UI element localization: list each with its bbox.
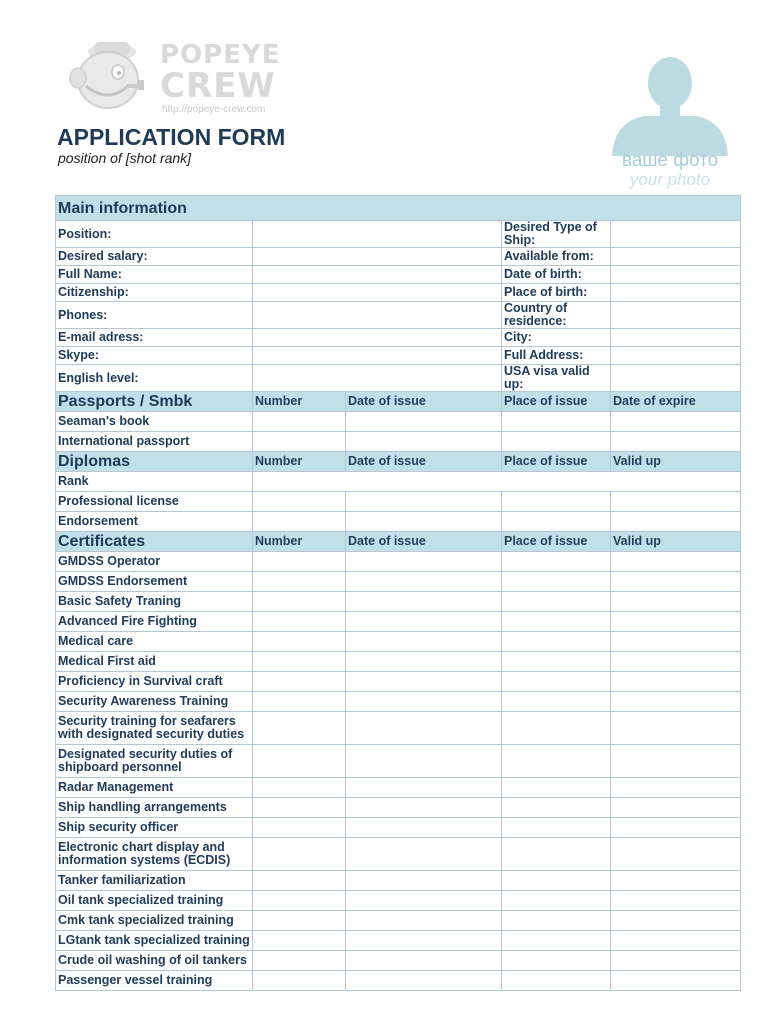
row-label: Electronic chart display and information systems (ECDIS) <box>56 838 253 871</box>
row-value[interactable] <box>611 592 741 612</box>
row-label: Crude oil washing of oil tankers <box>56 951 253 971</box>
person-silhouette-icon <box>604 56 736 156</box>
table-row <box>56 931 741 951</box>
row-value[interactable] <box>502 911 611 931</box>
field-value[interactable] <box>611 221 741 248</box>
field-label: Country of residence: <box>502 302 611 329</box>
row-value[interactable] <box>611 971 741 991</box>
row-label: Oil tank specialized training <box>56 891 253 911</box>
row-value[interactable] <box>611 712 741 745</box>
field-value[interactable] <box>611 329 741 347</box>
row-value[interactable] <box>253 612 346 632</box>
row-value[interactable] <box>346 512 502 532</box>
row-value[interactable] <box>253 745 346 778</box>
row-value[interactable] <box>253 672 346 692</box>
row-value[interactable] <box>346 712 502 745</box>
row-label: Security Awareness Training <box>56 692 253 712</box>
page-subtitle: position of [shot rank] <box>58 150 192 166</box>
row-value[interactable] <box>502 512 611 532</box>
table-row <box>56 592 741 612</box>
logo-word-popeye: POPEYE <box>160 40 281 70</box>
row-value[interactable] <box>253 971 346 991</box>
row-value[interactable] <box>346 432 502 452</box>
row-value[interactable] <box>253 492 346 512</box>
column-header: Date of expire <box>611 392 741 412</box>
column-header: Number <box>253 452 346 472</box>
row-label: Seaman's book <box>56 412 253 432</box>
row-value[interactable] <box>502 745 611 778</box>
field-value[interactable] <box>253 266 502 284</box>
row-value[interactable] <box>253 412 346 432</box>
table-row <box>56 911 741 931</box>
row-value[interactable] <box>346 692 502 712</box>
row-value[interactable] <box>502 612 611 632</box>
row-value[interactable] <box>611 838 741 871</box>
field-label: Desired Type of Ship: <box>502 221 611 248</box>
row-value[interactable] <box>502 891 611 911</box>
field-label: Full Name: <box>56 266 253 284</box>
row-label: Tanker familiarization <box>56 871 253 891</box>
field-label: English level: <box>56 365 253 392</box>
diplomas-header <box>56 452 741 472</box>
row-value[interactable] <box>502 971 611 991</box>
table-row <box>56 492 741 512</box>
table-row <box>56 891 741 911</box>
table-row <box>56 692 741 712</box>
field-value[interactable] <box>611 347 741 365</box>
main-info-row <box>56 365 741 392</box>
field-label: Citizenship: <box>56 284 253 302</box>
row-value[interactable] <box>253 712 346 745</box>
main-info-row <box>56 221 741 248</box>
row-value[interactable] <box>502 432 611 452</box>
page-title: APPLICATION FORM <box>57 124 286 150</box>
field-label: E-mail adress: <box>56 329 253 347</box>
row-value[interactable] <box>611 552 741 572</box>
field-value[interactable] <box>611 248 741 266</box>
column-header: Number <box>253 392 346 412</box>
row-value[interactable] <box>502 712 611 745</box>
row-value[interactable] <box>611 432 741 452</box>
row-value[interactable] <box>611 745 741 778</box>
row-value[interactable] <box>253 552 346 572</box>
field-value[interactable] <box>253 347 502 365</box>
section-title: Certificates <box>56 532 253 552</box>
row-label: Advanced Fire Fighting <box>56 612 253 632</box>
row-value[interactable] <box>611 672 741 692</box>
table-row <box>56 712 741 745</box>
main-info-row <box>56 248 741 266</box>
row-label: Proficiency in Survival craft <box>56 672 253 692</box>
row-value[interactable] <box>346 552 502 572</box>
passports-header <box>56 392 741 412</box>
row-label: Radar Management <box>56 778 253 798</box>
table-row <box>56 971 741 991</box>
field-value[interactable] <box>253 365 502 392</box>
column-header: Date of issue <box>346 532 502 552</box>
logo-word-crew: CREW <box>160 66 276 106</box>
section-title: Diplomas <box>56 452 253 472</box>
field-value[interactable] <box>253 248 502 266</box>
field-label: Place of birth: <box>502 284 611 302</box>
field-value[interactable] <box>611 266 741 284</box>
photo-placeholder[interactable] <box>604 56 736 190</box>
row-value[interactable] <box>346 778 502 798</box>
table-row <box>56 412 741 432</box>
table-row <box>56 672 741 692</box>
row-value[interactable] <box>346 652 502 672</box>
row-value[interactable] <box>502 552 611 572</box>
column-header: Number <box>253 532 346 552</box>
row-value[interactable] <box>502 931 611 951</box>
field-label: City: <box>502 329 611 347</box>
row-value[interactable] <box>502 692 611 712</box>
row-value[interactable] <box>253 432 346 452</box>
row-value[interactable] <box>611 692 741 712</box>
row-value[interactable] <box>346 412 502 432</box>
main-info-row <box>56 284 741 302</box>
row-value[interactable] <box>611 572 741 592</box>
row-value[interactable] <box>346 891 502 911</box>
row-value[interactable] <box>502 798 611 818</box>
row-value[interactable] <box>346 931 502 951</box>
row-value[interactable] <box>253 818 346 838</box>
row-value[interactable] <box>253 778 346 798</box>
table-row <box>56 838 741 871</box>
table-row <box>56 432 741 452</box>
field-value[interactable] <box>611 365 741 392</box>
main-info-header: Main information <box>56 196 741 221</box>
row-value[interactable] <box>346 971 502 991</box>
main-info-row <box>56 302 741 329</box>
main-info-row <box>56 347 741 365</box>
row-label: Medical First aid <box>56 652 253 672</box>
row-value[interactable] <box>253 592 346 612</box>
field-label: Date of birth: <box>502 266 611 284</box>
table-row <box>56 745 741 778</box>
field-label: Desired salary: <box>56 248 253 266</box>
row-value[interactable] <box>346 798 502 818</box>
field-value[interactable] <box>253 221 502 248</box>
row-value[interactable] <box>346 592 502 612</box>
row-value[interactable] <box>502 412 611 432</box>
row-label: Basic Safety Traning <box>56 592 253 612</box>
table-row <box>56 572 741 592</box>
row-value[interactable] <box>346 672 502 692</box>
row-value[interactable] <box>253 931 346 951</box>
logo-url: http://popeye-crew.com <box>162 104 266 115</box>
column-header: Valid up <box>611 532 741 552</box>
row-value[interactable] <box>611 911 741 931</box>
photo-label-en: your photo <box>629 170 711 189</box>
row-value[interactable] <box>253 951 346 971</box>
row-value[interactable] <box>502 492 611 512</box>
field-label: Phones: <box>56 302 253 329</box>
row-label: Rank <box>56 472 253 492</box>
row-value[interactable] <box>611 652 741 672</box>
column-header: Valid up <box>611 452 741 472</box>
row-label: GMDSS Endorsement <box>56 572 253 592</box>
row-value[interactable] <box>253 512 346 532</box>
row-value[interactable] <box>502 871 611 891</box>
table-row <box>56 632 741 652</box>
row-value[interactable] <box>346 951 502 971</box>
row-value[interactable] <box>502 652 611 672</box>
column-header: Place of issue <box>502 392 611 412</box>
row-value[interactable] <box>611 818 741 838</box>
row-label: Professional license <box>56 492 253 512</box>
field-label: Full Address: <box>502 347 611 365</box>
row-label: LGtank tank specialized training <box>56 931 253 951</box>
table-row <box>56 472 741 492</box>
certificates-header <box>56 532 741 552</box>
table-row <box>56 951 741 971</box>
row-value[interactable] <box>253 838 346 871</box>
field-value[interactable] <box>253 329 502 347</box>
row-value[interactable] <box>346 612 502 632</box>
column-header: Date of issue <box>346 452 502 472</box>
row-value[interactable] <box>346 745 502 778</box>
row-value[interactable] <box>253 798 346 818</box>
row-value[interactable] <box>253 911 346 931</box>
row-value[interactable] <box>611 891 741 911</box>
field-label: Position: <box>56 221 253 248</box>
section-title: Passports / Smbk <box>56 392 253 412</box>
field-label: Skype: <box>56 347 253 365</box>
main-info-row <box>56 329 741 347</box>
row-value[interactable] <box>502 951 611 971</box>
table-row <box>56 612 741 632</box>
row-label: Medical care <box>56 632 253 652</box>
row-value[interactable] <box>611 512 741 532</box>
table-row <box>56 798 741 818</box>
row-value[interactable] <box>253 652 346 672</box>
row-label: Cmk tank specialized training <box>56 911 253 931</box>
row-value[interactable] <box>611 412 741 432</box>
row-value[interactable] <box>611 492 741 512</box>
column-header: Place of issue <box>502 532 611 552</box>
table-row <box>56 778 741 798</box>
table-row <box>56 818 741 838</box>
row-value[interactable] <box>502 632 611 652</box>
row-value[interactable] <box>253 871 346 891</box>
field-label: USA visa valid up: <box>502 365 611 392</box>
row-value[interactable] <box>253 632 346 652</box>
row-value[interactable] <box>502 592 611 612</box>
row-value[interactable] <box>253 692 346 712</box>
row-value[interactable] <box>611 778 741 798</box>
row-value[interactable] <box>253 472 741 492</box>
row-value[interactable] <box>253 572 346 592</box>
row-label: Endorsement <box>56 512 253 532</box>
table-row <box>56 552 741 572</box>
row-label: Passenger vessel training <box>56 971 253 991</box>
row-value[interactable] <box>346 818 502 838</box>
row-value[interactable] <box>611 931 741 951</box>
row-value[interactable] <box>346 632 502 652</box>
row-value[interactable] <box>611 632 741 652</box>
row-value[interactable] <box>253 891 346 911</box>
row-value[interactable] <box>502 818 611 838</box>
column-header: Place of issue <box>502 452 611 472</box>
row-value[interactable] <box>346 838 502 871</box>
row-value[interactable] <box>611 871 741 891</box>
sailor-mascot-icon <box>64 34 156 120</box>
field-label: Available from: <box>502 248 611 266</box>
table-row <box>56 871 741 891</box>
table-row <box>56 512 741 532</box>
row-value[interactable] <box>346 572 502 592</box>
field-value[interactable] <box>611 302 741 329</box>
field-value[interactable] <box>611 284 741 302</box>
row-value[interactable] <box>346 492 502 512</box>
row-value[interactable] <box>346 911 502 931</box>
popeye-crew-logo <box>64 34 304 120</box>
field-value[interactable] <box>253 302 502 329</box>
row-value[interactable] <box>346 871 502 891</box>
photo-label-ru: ваше фото <box>621 150 719 171</box>
row-value[interactable] <box>502 572 611 592</box>
column-header: Date of issue <box>346 392 502 412</box>
main-info-row <box>56 266 741 284</box>
row-label: GMDSS Operator <box>56 552 253 572</box>
row-label: Ship security officer <box>56 818 253 838</box>
row-value[interactable] <box>611 951 741 971</box>
row-label: International passport <box>56 432 253 452</box>
table-row <box>56 652 741 672</box>
row-label: Security training for seafarers with designated security duties <box>56 712 253 745</box>
row-value[interactable] <box>502 778 611 798</box>
row-value[interactable] <box>611 798 741 818</box>
row-label: Ship handling arrangements <box>56 798 253 818</box>
row-label: Designated security duties of shipboard personnel <box>56 745 253 778</box>
field-value[interactable] <box>253 284 502 302</box>
row-value[interactable] <box>502 838 611 871</box>
row-value[interactable] <box>611 612 741 632</box>
row-value[interactable] <box>502 672 611 692</box>
application-form-table <box>55 195 741 991</box>
